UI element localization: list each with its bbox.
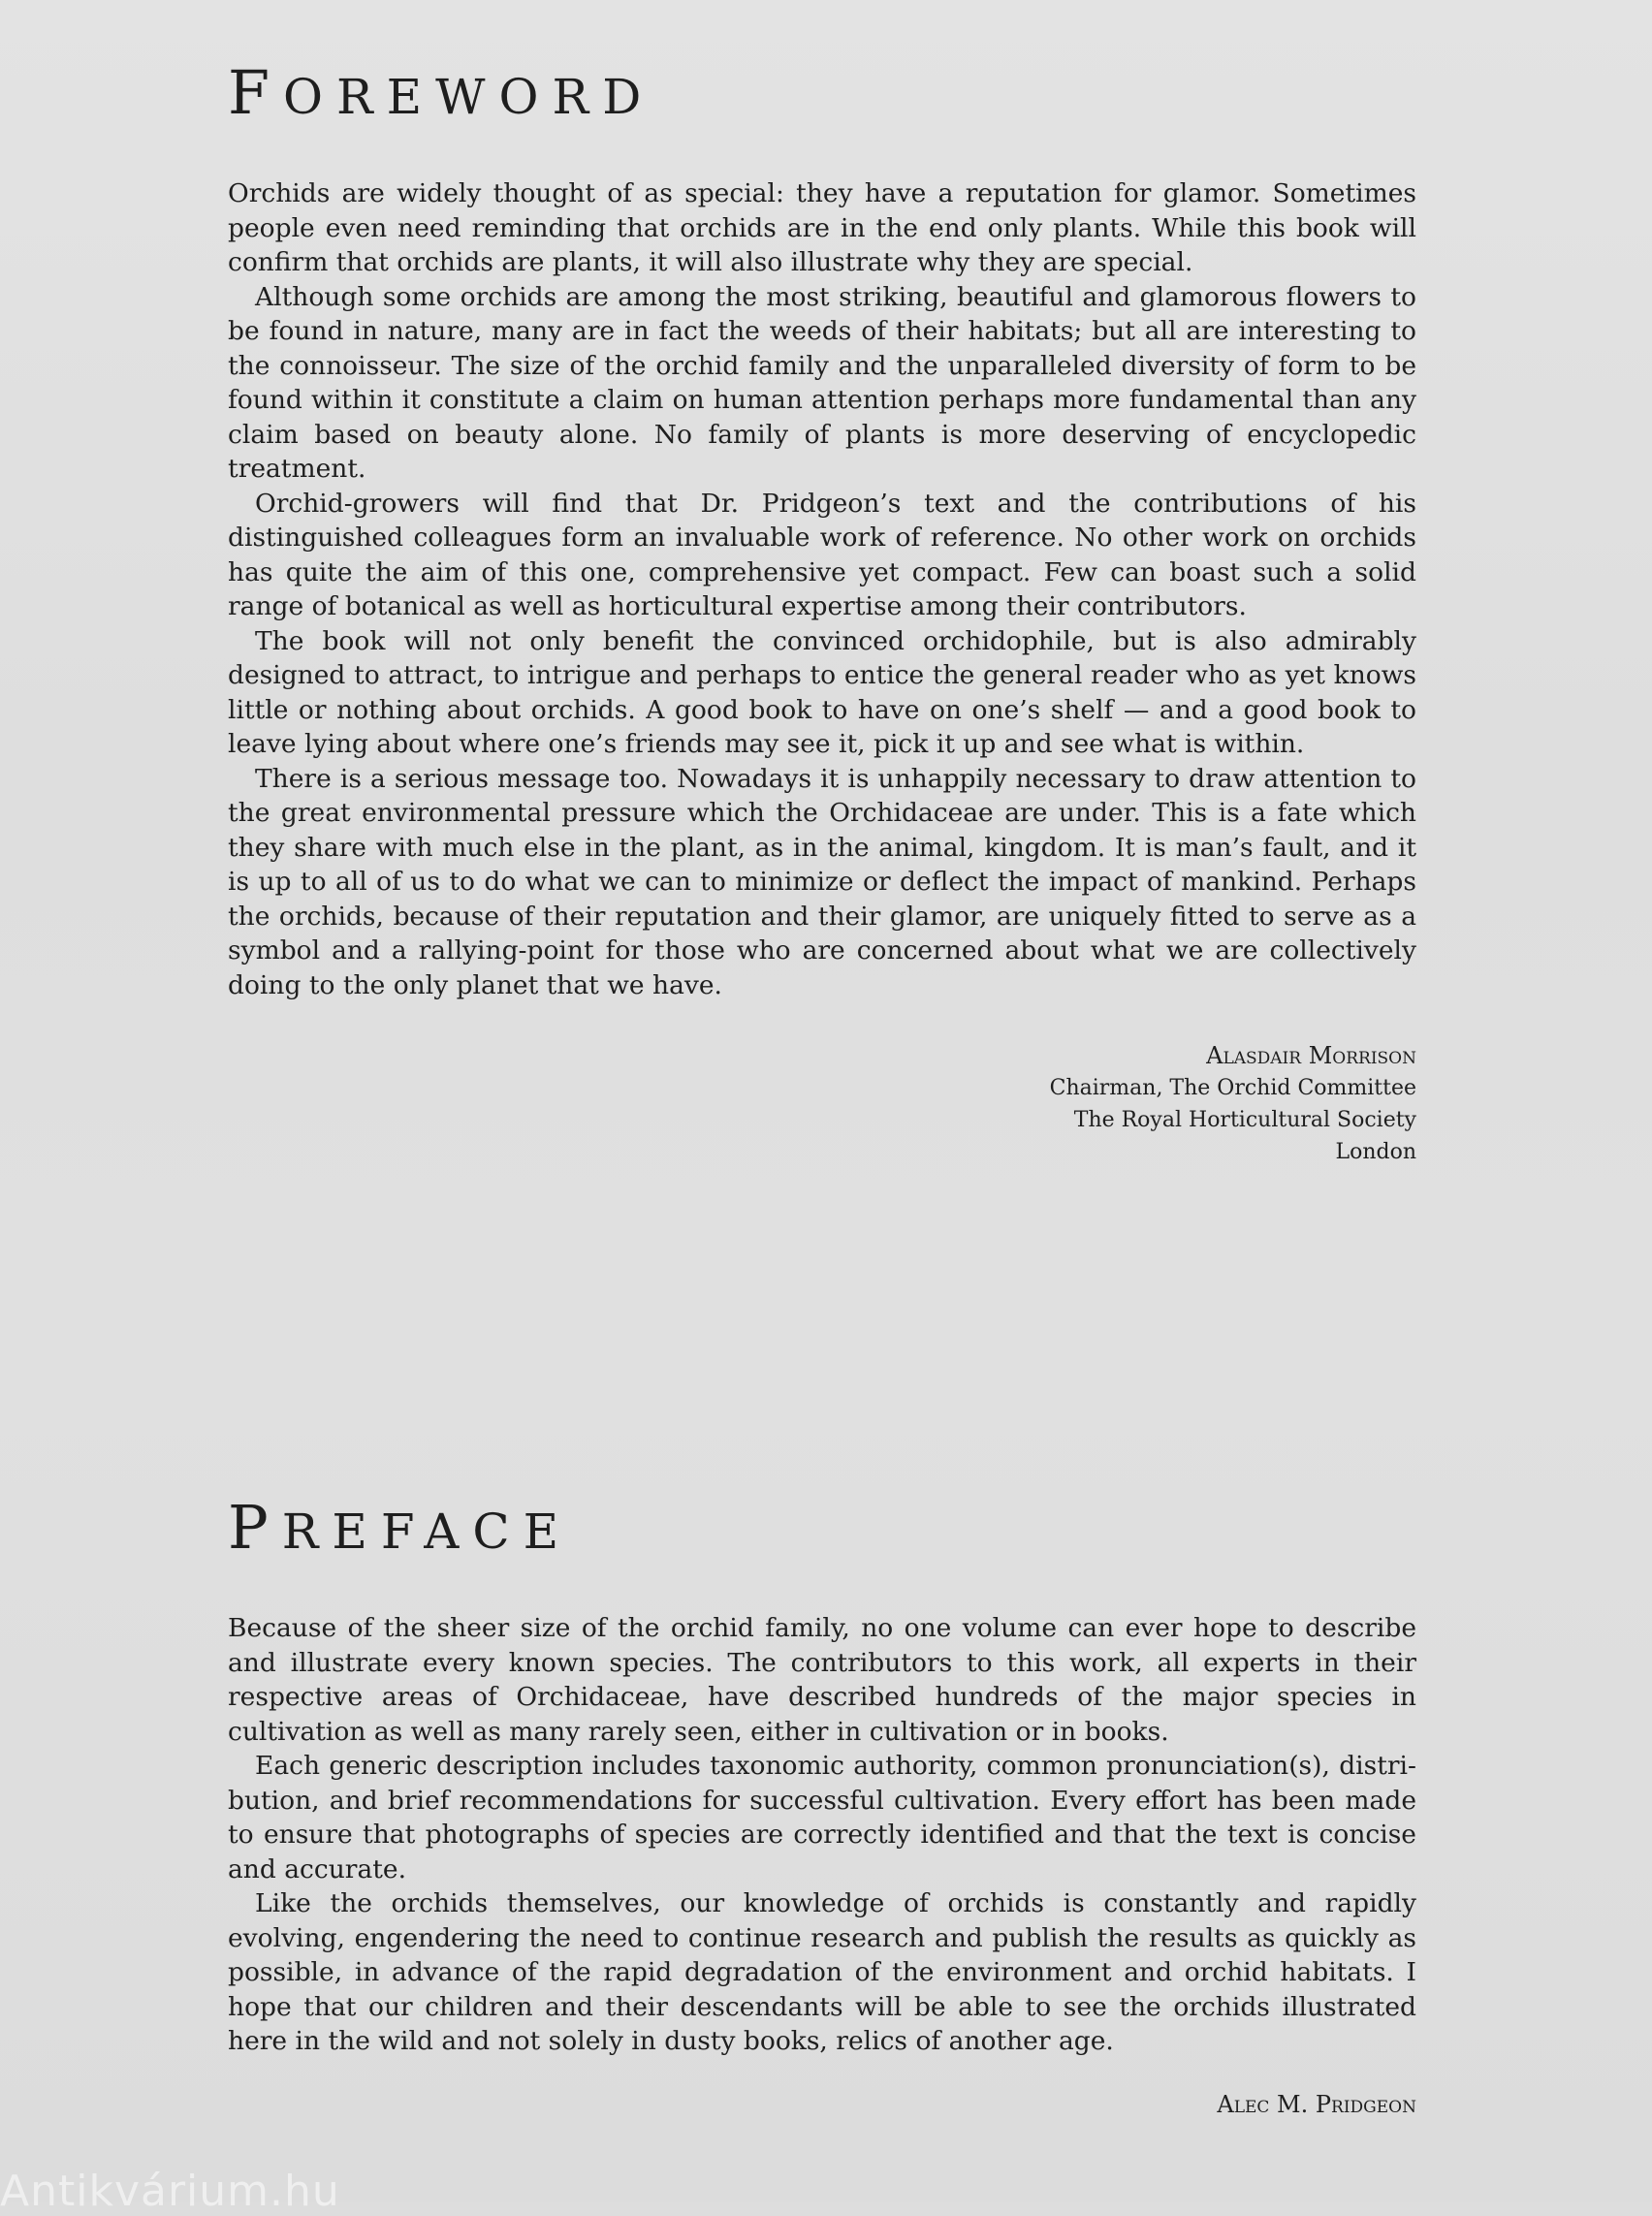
preface-author-name: Alec M. Pridgeon bbox=[1217, 2090, 1416, 2118]
watermark: Antikvárium.hu bbox=[0, 2167, 340, 2216]
preface-section bbox=[228, 1492, 1416, 2121]
preface-title-rest: REFACE bbox=[281, 1504, 573, 1560]
foreword-paragraph: There is a serious message too. Nowadays it is unhappily necessary to draw attention to the great environmental pressure which the Orchidaceae are under. This is a fate which they share with much else in the plant, as in the animal, kingdom. It is man’s fault, and it is up to all of us to do what we can to minimize or deflect the impact of mankind. Perhaps the orchids, because of their reputation and their glamor, are uniquely fitted to serve as a symbol and a rallying-point for those who are concerned about what we are collectively doing to the only planet that we have. bbox=[228, 763, 1416, 1000]
preface-paragraph: Because of the sheer size of the orchid family, no one volume can ever hope to describe and illustrate every known species. The contributors to this work, all experts in their respective areas of Orchidaceae, have described hundreds of the major species in cultivation as well as many rarely seen, either in cultivation or in books. bbox=[228, 1613, 1416, 1747]
foreword-body bbox=[228, 176, 1416, 1002]
foreword-paragraph: The book will not only benefit the convinced orchidophile, but is also admirably designed to attract, to intrigue and perhaps to entice the general reader who as yet knows little or nothing about orchids. A good book to have on one’s shelf — and a good book to leave lying about where one’s friends may see it, pick it up and see what is within. bbox=[228, 625, 1416, 760]
foreword-section bbox=[228, 57, 1416, 1168]
foreword-author-location: London bbox=[1335, 1140, 1416, 1165]
foreword-paragraph: Although some orchids are among the most striking, beautiful and glamorous flowers to be found in nature, many are in fact the weeds of their habitats; but all are interesting to the connoisseur. The size of the orchid family and the unparalleled diversity of form to be found within it constitute a claim on human attention perhaps more fundamental than any claim based on beauty alone. No family of plants is more deserving of encyclopedic treatment. bbox=[228, 281, 1416, 485]
preface-title bbox=[228, 1492, 1416, 1563]
foreword-author-title: Chairman, The Orchid Committee bbox=[1049, 1076, 1416, 1101]
foreword-title bbox=[228, 57, 1416, 128]
preface-paragraph: Each generic description includes taxonomic authority, common pronunciation(s), distribution, and brief recommendations for successful cultivation. Every effort has been made to ensure that photographs of species are correctly identified and that the text is concise and accurate. bbox=[228, 1751, 1416, 1884]
foreword-title-initial: F bbox=[228, 57, 284, 128]
foreword-title-rest: OREWORD bbox=[283, 69, 655, 125]
preface-body bbox=[228, 1611, 1416, 2059]
foreword-paragraph: Orchids are widely thought of as special: they have a reputation for glamor. Sometimes people even need reminding that orchids are in the end only plants. While this book will confirm that orchids are plants, it will also illustrate why they are special. bbox=[228, 178, 1416, 278]
foreword-author-organization: The Royal Horticultural Society bbox=[1073, 1108, 1416, 1133]
foreword-signature bbox=[228, 1039, 1416, 1168]
preface-title-initial: P bbox=[228, 1492, 282, 1563]
preface-paragraph: Like the orchids themselves, our knowledge of orchids is constantly and rapidly evolving, engendering the need to continue research and publish the results as quickly as possible, in advance of the rapid degradation of the environment and orchid habitats. I hope that our children and their descendants will be able to see the orchids illustrated here in the wild and not solely in dusty books, relics of another age. bbox=[228, 1888, 1416, 2057]
foreword-paragraph: Orchid-growers will find that Dr. Pridgeon’s text and the contributions of his distinguished colleagues form an invaluable work of reference. No other work on orchids has quite the aim of this one, comprehensive yet compact. Few can boast such a solid range of botanical as well as horticultural expertise among their contributors. bbox=[228, 488, 1416, 622]
preface-signature bbox=[228, 2088, 1416, 2121]
foreword-author-name: Alasdair Morrison bbox=[1206, 1042, 1416, 1070]
